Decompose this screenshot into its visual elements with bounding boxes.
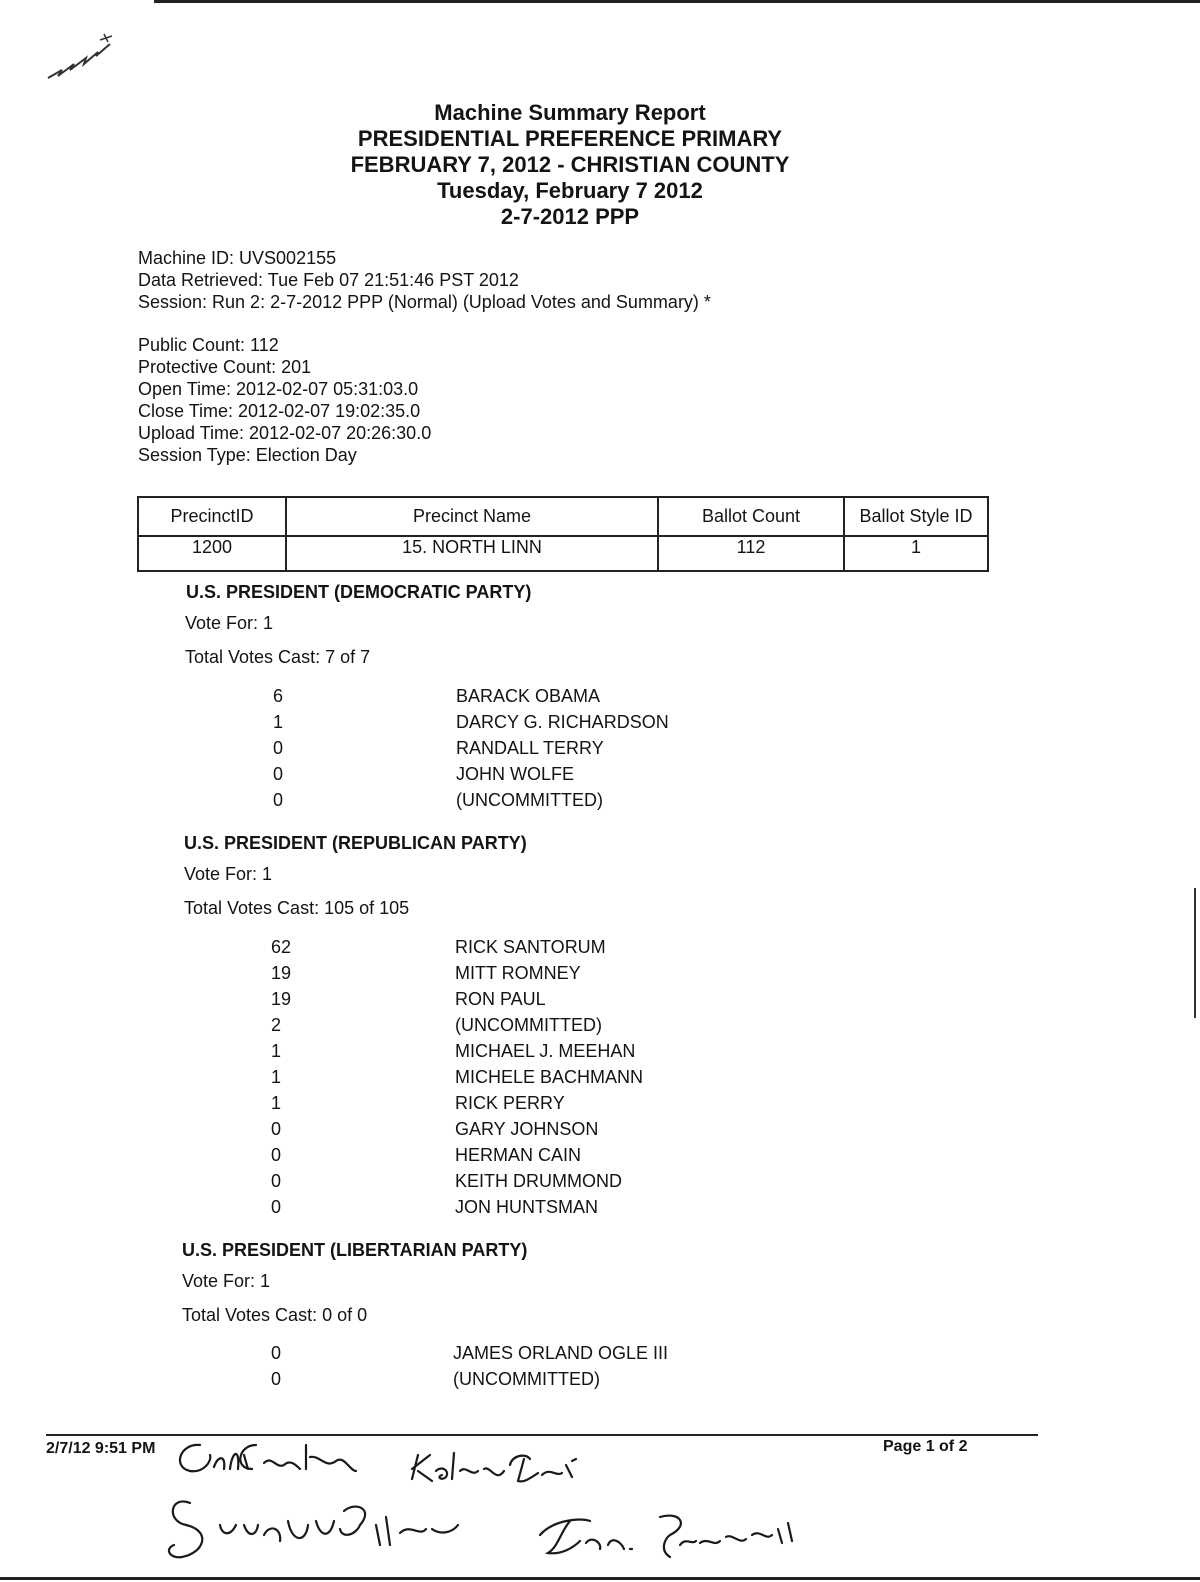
candidate-name: RICK SANTORUM	[455, 937, 606, 957]
count-info	[138, 334, 431, 466]
total-votes-democratic: Total Votes Cast: 7 of 7	[185, 647, 371, 667]
header-precinct-id: PrecinctID	[138, 497, 286, 536]
precinct-table-header	[138, 497, 988, 536]
candidate-votes: 0	[273, 790, 284, 810]
session-type: Session Type: Election Day	[138, 445, 357, 465]
candidate-votes: 2	[271, 1015, 282, 1035]
header-ballot-style-id: Ballot Style ID	[844, 497, 988, 536]
candidate-name: MICHAEL J. MEEHAN	[455, 1041, 636, 1061]
handwritten-signatures	[160, 1425, 840, 1575]
bottom-border	[0, 1577, 1200, 1580]
candidate-votes: 1	[273, 712, 284, 732]
precinct-table	[137, 496, 989, 572]
candidate-votes: 6	[273, 686, 284, 706]
candidate-name: HERMAN CAIN	[455, 1145, 582, 1165]
data-retrieved: Data Retrieved: Tue Feb 07 21:51:46 PST 2012	[138, 270, 519, 290]
report-title-block	[0, 100, 1140, 230]
candidate-votes: 0	[271, 1119, 282, 1139]
close-time: Close Time: 2012-02-07 19:02:35.0	[138, 401, 421, 421]
candidate-name: DARCY G. RICHARDSON	[456, 712, 669, 732]
stamp-mark-icon	[40, 30, 130, 90]
candidate-votes: 0	[271, 1171, 282, 1191]
candidate-name: RON PAUL	[455, 989, 546, 1009]
candidate-votes: 0	[271, 1369, 282, 1389]
candidate-name: (UNCOMMITTED)	[453, 1369, 600, 1389]
header-ballot-count: Ballot Count	[658, 497, 844, 536]
candidate-name: JAMES ORLAND OGLE III	[453, 1343, 669, 1363]
header-precinct-name: Precinct Name	[286, 497, 658, 536]
candidate-name: RANDALL TERRY	[456, 738, 604, 758]
vote-for-republican: Vote For: 1	[184, 864, 273, 884]
vote-for-libertarian: Vote For: 1	[182, 1271, 271, 1291]
vote-for-democratic: Vote For: 1	[185, 613, 274, 633]
candidate-votes: 0	[273, 738, 284, 758]
session-info: Session: Run 2: 2-7-2012 PPP (Normal) (Upload Votes and Summary) *	[138, 292, 711, 312]
candidate-votes: 0	[271, 1343, 282, 1363]
print-timestamp: 2/7/12 9:51 PM	[46, 1440, 156, 1457]
candidate-name: KEITH DRUMMOND	[455, 1171, 622, 1191]
machine-id: Machine ID: UVS002155	[138, 248, 337, 268]
top-border	[154, 0, 1200, 3]
candidate-votes: 1	[271, 1093, 282, 1113]
candidate-name: GARY JOHNSON	[455, 1119, 599, 1139]
candidate-name: JON HUNTSMAN	[455, 1197, 598, 1217]
candidate-name: (UNCOMMITTED)	[455, 1015, 602, 1035]
candidate-name: BARACK OBAMA	[456, 686, 601, 706]
candidate-name: MITT ROMNEY	[455, 963, 581, 983]
candidate-name: RICK PERRY	[455, 1093, 565, 1113]
election-code: 2-7-2012 PPP	[500, 204, 640, 229]
candidate-name: JOHN WOLFE	[456, 764, 575, 784]
cell-ballot-style-id: 1	[844, 536, 988, 571]
public-count: Public Count: 112	[138, 335, 279, 355]
candidate-votes: 0	[271, 1145, 282, 1165]
upload-time: Upload Time: 2012-02-07 20:26:30.0	[138, 423, 432, 443]
candidate-votes: 0	[273, 764, 284, 784]
page-number: Page 1 of 2	[883, 1438, 968, 1455]
table-row	[138, 536, 988, 571]
election-name: PRESIDENTIAL PREFERENCE PRIMARY	[357, 126, 783, 151]
election-date-county: FEBRUARY 7, 2012 - CHRISTIAN COUNTY	[350, 152, 790, 177]
candidate-votes: 19	[271, 989, 292, 1009]
candidate-votes: 1	[271, 1067, 282, 1087]
candidate-name: (UNCOMMITTED)	[456, 790, 603, 810]
race-title-libertarian: U.S. PRESIDENT (LIBERTARIAN PARTY)	[182, 1240, 528, 1260]
report-title: Machine Summary Report	[434, 100, 706, 125]
protective-count: Protective Count: 201	[138, 357, 312, 377]
cell-ballot-count: 112	[658, 536, 844, 571]
open-time: Open Time: 2012-02-07 05:31:03.0	[138, 379, 419, 399]
total-votes-libertarian: Total Votes Cast: 0 of 0	[182, 1305, 368, 1325]
scan-edge-mark	[1194, 888, 1196, 1018]
race-title-democratic: U.S. PRESIDENT (DEMOCRATIC PARTY)	[186, 582, 532, 602]
candidate-votes: 62	[271, 937, 292, 957]
candidate-votes: 1	[271, 1041, 282, 1061]
cell-precinct-id: 1200	[138, 536, 286, 571]
total-votes-republican: Total Votes Cast: 105 of 105	[184, 898, 410, 918]
race-title-republican: U.S. PRESIDENT (REPUBLICAN PARTY)	[184, 833, 527, 853]
candidate-name: MICHELE BACHMANN	[455, 1067, 644, 1087]
machine-info	[138, 247, 711, 313]
candidate-votes: 0	[271, 1197, 282, 1217]
candidate-votes: 19	[271, 963, 292, 983]
cell-precinct-name: 15. NORTH LINN	[286, 536, 658, 571]
election-day: Tuesday, February 7 2012	[437, 178, 703, 203]
